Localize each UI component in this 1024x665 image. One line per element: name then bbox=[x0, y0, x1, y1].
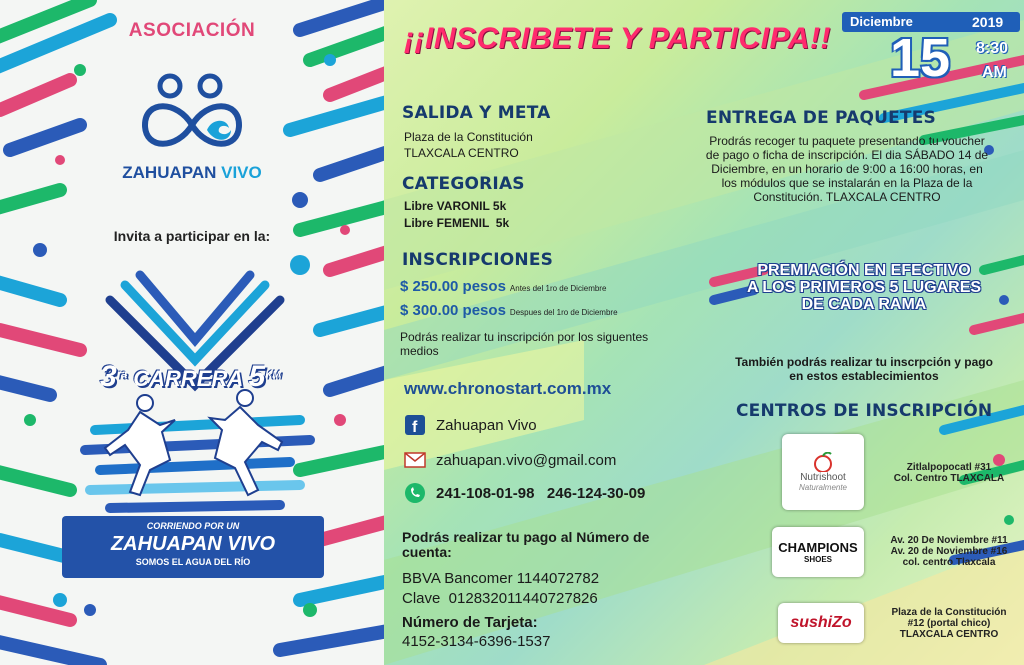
inscripciones-title: INSCRIPCIONES bbox=[402, 250, 554, 270]
store-2-address bbox=[874, 535, 1024, 568]
date-year: 2019 bbox=[972, 14, 1004, 30]
store-1-addr1: Zitlalpopocatl #31 bbox=[906, 462, 992, 473]
org-name-b: VIVO bbox=[221, 163, 262, 182]
invite-text: Invita a participar en la: bbox=[113, 228, 271, 244]
mail-icon bbox=[404, 449, 426, 471]
race-unit: KM bbox=[265, 369, 281, 381]
store-3-addr1: Plaza de la Constitución bbox=[891, 607, 1007, 618]
store-2-addr1: Av. 20 De Noviembre #11 bbox=[890, 535, 1008, 546]
association-label: ASOCIACIÓN bbox=[128, 20, 256, 41]
race-title bbox=[100, 360, 300, 394]
salida-line2: TLAXCALA CENTRO bbox=[404, 146, 519, 160]
banner-bottom: SOMOS EL AGUA DEL RÍO bbox=[135, 557, 251, 567]
race-banner bbox=[62, 516, 324, 578]
premiacion-line3: DE CADA RAMA bbox=[801, 296, 927, 313]
price-1 bbox=[400, 278, 606, 295]
website-link[interactable]: www.chronostart.com.mx bbox=[404, 379, 612, 398]
race-word: CARRERA bbox=[133, 366, 243, 391]
champions-logo bbox=[772, 527, 864, 577]
date-time: 8:30 bbox=[976, 40, 1009, 57]
premiacion-box bbox=[714, 262, 1014, 313]
price-2 bbox=[400, 302, 618, 319]
inscripciones-text: Podrás realizar tu inscripción por los siguentes medios bbox=[400, 330, 649, 358]
store-3-addr3: TLAXCALA CENTRO bbox=[899, 629, 999, 640]
payment-clave: Clave 012832011440727826 bbox=[402, 590, 598, 607]
premiacion-line2: A LOS PRIMEROS 5 LUGARES bbox=[746, 279, 982, 296]
price-2-note: Despues del 1ro de Diciembre bbox=[509, 308, 618, 317]
entrega-text: Prodrás recoger tu paquete presentando tu voucher de pago o ficha de inscripción. El dia SÁBADO 14 de Diciembre, en un horario de 9:00 a 16:00 horas, en los módulos que se instalarán en la Plaza de la Constitución. TLAXCALA CENTRO bbox=[705, 134, 989, 204]
email-row[interactable] bbox=[404, 449, 616, 471]
phone-row[interactable] bbox=[404, 482, 645, 504]
price-1-value: $ 250.00 pesos bbox=[400, 278, 506, 295]
sushizo-logo bbox=[778, 603, 864, 643]
store-2-tagline: SHOES bbox=[803, 555, 832, 564]
salida-title: SALIDA Y META bbox=[402, 103, 551, 123]
price-2-value: $ 300.00 pesos bbox=[400, 302, 506, 319]
org-name-a: ZAHUAPAN bbox=[122, 163, 217, 182]
payment-bank: BBVA Bancomer 1144072782 bbox=[402, 570, 600, 587]
price-1-note: Antes del 1ro de Diciembre bbox=[509, 284, 607, 293]
zahuapan-logo-icon bbox=[137, 70, 247, 160]
phone-numbers: 241-108-01-98 246-124-30-09 bbox=[436, 484, 646, 502]
store-2-logo-text: CHAMPIONS bbox=[778, 540, 858, 555]
facebook-name: Zahuapan Vivo bbox=[436, 416, 537, 434]
store-3-addr2: #12 (portal chico) bbox=[907, 618, 991, 629]
store-1-address bbox=[874, 462, 1024, 484]
banner-main: ZAHUAPAN VIVO bbox=[110, 533, 276, 555]
email-address: zahuapan.vivo@gmail.com bbox=[436, 451, 617, 469]
race-number: 3 bbox=[100, 360, 117, 393]
whatsapp-icon bbox=[404, 482, 426, 504]
store-1-logo-text: Nutrishoot bbox=[800, 472, 846, 483]
headline: ¡¡INSCRIBETE Y PARTICIPA!! bbox=[404, 22, 831, 55]
categorias-line1: Libre VARONIL 5k bbox=[404, 199, 507, 213]
card-number: 4152-3134-6396-1537 bbox=[402, 633, 551, 650]
premiacion-line1: PREMIACIÓN EN EFECTIVO bbox=[757, 262, 971, 279]
payment-intro: Podrás realizar tu pago al Número de cuenta: bbox=[402, 529, 650, 560]
centros-title: CENTROS DE INSCRIPCIÓN bbox=[736, 401, 993, 421]
salida-line1: Plaza de la Constitución bbox=[404, 130, 533, 144]
race-sup: ra bbox=[116, 368, 128, 381]
right-panel bbox=[384, 0, 1024, 665]
nutrishoot-logo bbox=[782, 434, 864, 510]
race-distance: 5 bbox=[248, 360, 266, 393]
store-1-tagline: Naturalmente bbox=[798, 483, 848, 492]
card-label: Número de Tarjeta: bbox=[402, 614, 538, 631]
svg-text:f: f bbox=[412, 419, 418, 435]
left-panel bbox=[0, 0, 384, 665]
store-3-address bbox=[874, 607, 1024, 640]
tambien-text: También podrás realizar tu inscrpción y pago en estos establecimientos bbox=[735, 355, 993, 383]
facebook-icon bbox=[404, 414, 426, 436]
date-month: Diciembre bbox=[850, 14, 913, 29]
categorias-title: CATEGORIAS bbox=[402, 174, 525, 194]
org-name bbox=[0, 163, 384, 183]
date-box bbox=[842, 12, 1020, 90]
categorias-line2: Libre FEMENIL 5k bbox=[404, 216, 510, 230]
apple-icon bbox=[805, 452, 841, 472]
date-ampm: AM bbox=[982, 64, 1007, 81]
date-day: 15 bbox=[890, 28, 951, 88]
store-3-logo-text: sushiZo bbox=[790, 614, 852, 631]
entrega-title: ENTREGA DE PAQUETES bbox=[706, 108, 936, 128]
store-2-addr3: col. centro Tlaxcala bbox=[902, 557, 996, 568]
store-1-addr2: Col. Centro TLAXCALA bbox=[893, 473, 1005, 484]
facebook-row[interactable] bbox=[404, 414, 537, 436]
banner-top: CORRIENDO POR UN bbox=[146, 521, 240, 531]
store-2-addr2: Av. 20 de Noviembre #16 bbox=[890, 546, 1008, 557]
